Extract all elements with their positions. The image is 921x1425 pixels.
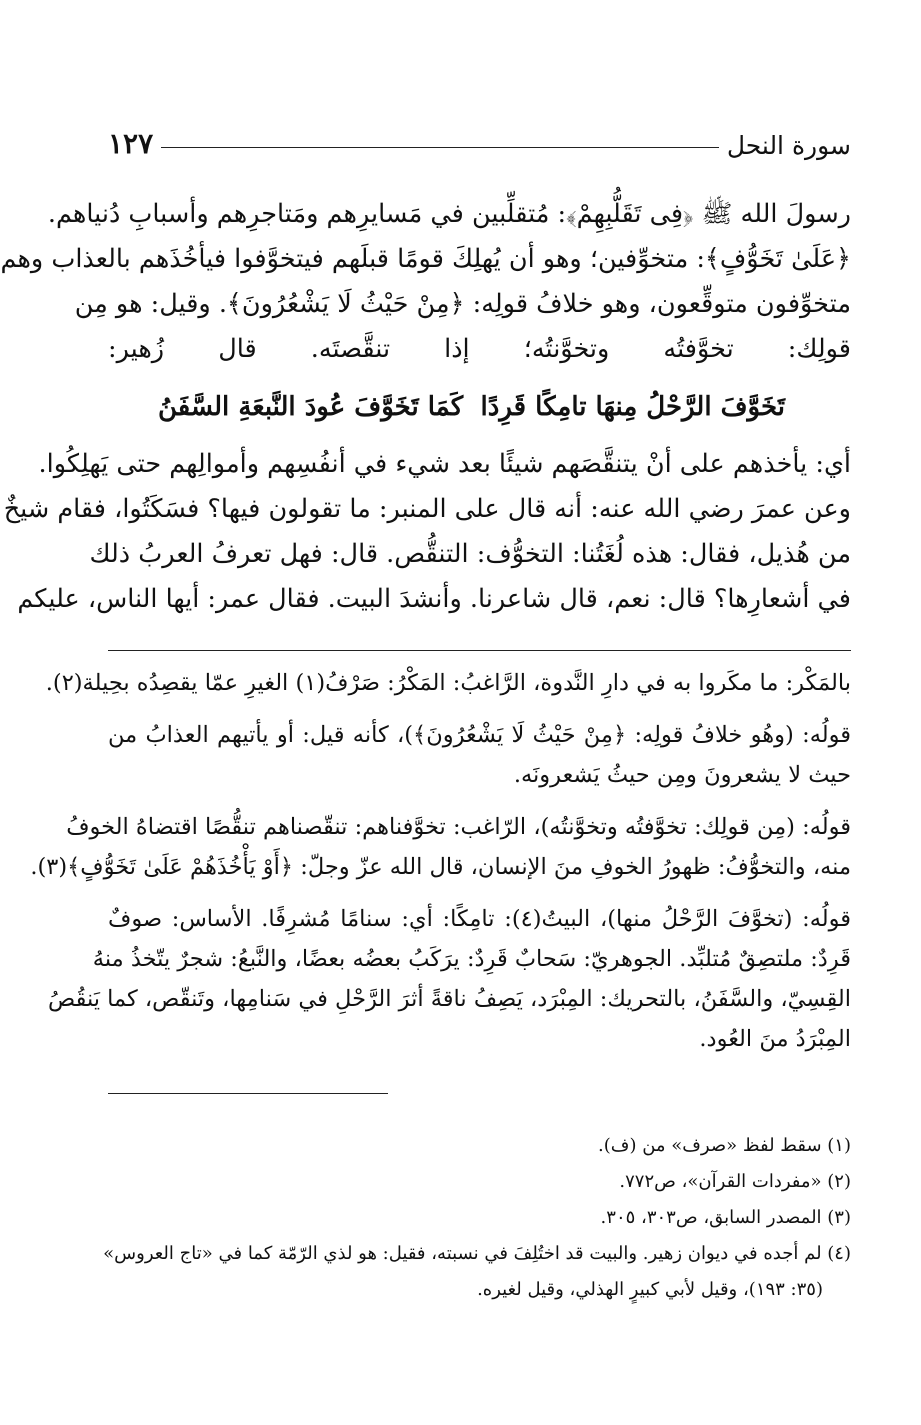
main-text <box>0 192 851 622</box>
footnote-continuation: (٣٥: ١٩٣)، وقيل لأبي كبيرٍ الهذلي، وقيل لغيره. <box>477 1279 823 1300</box>
commentary-paragraph <box>30 807 851 887</box>
verse-right-hemistich: تَخَوَّفَ الرَّحْلُ مِنهَا تامِكًا قَرِدًا <box>480 392 785 422</box>
main-line: أي: يأخذهم على أنْ يتنقَّصَهم شيئًا بعد شيء في أنفُسِهم وأموالِهم حتى يَهلِكُوا. <box>38 449 851 479</box>
verse-left-hemistich: كَمَا تَخَوَّفَ عُودَ النَّبعَةِ السَّفَنُ <box>158 392 464 422</box>
commentary-paragraph <box>45 663 851 703</box>
main-line: وعن عمرَ رضي الله عنه: أنه قال على المنبر: ما تقولون فيها؟ فسَكَتُوا، فقام شيخٌ <box>3 494 851 524</box>
commentary-line: القِسِيّ، والسَّفَنُ، بالتحريك: المِبْرَد، يَصِفُ ناقةً أثرَ الرَّحْلِ في سَنامِها، وتَنقّص، كما يَنقُصُ <box>48 986 851 1012</box>
header-rule <box>161 147 719 148</box>
surah-title: سورة النحل <box>726 131 851 160</box>
footnote: (١) سقط لفظ «صرف» من (ف). <box>598 1135 851 1156</box>
commentary-line: بالمَكْر: ما مكَروا به في دارِ النَّدوة، الرَّاغبُ: المَكْرُ: صَرْفُ(١) الغيرِ عمّا يقصِدُه بحِيلة(٢). <box>45 670 851 696</box>
main-line: في أشعارِها؟ قال: نعم، قال شاعرنا. وأنشدَ البيت. فقال عمر: أيها الناس، عليكم <box>17 584 851 614</box>
footnote: (٤) لم أجده في ديوان زهير. والبيت قد اختُلِفَ في نسبته، فقيل: هو لذي الرّمّة كما في «تاج العروس» <box>103 1243 851 1264</box>
main-line: رسولَ الله ﷺ ﴿فِى تَقَلُّبِهِمْ﴾: مُتقلِّبين في مَسايرِهم ومَتاجرِهم وأسبابِ دُنياهم. <box>47 199 851 229</box>
page-number: ١٢٧ <box>108 127 154 160</box>
footnote: (٣) المصدر السابق، ص٣٠٣، ٣٠٥. <box>600 1207 851 1228</box>
footnote: (٢) «مفردات القرآن»، ص٧٧٢. <box>619 1171 851 1192</box>
commentary-paragraph <box>108 715 851 795</box>
commentary-line: منه، والتخوُّفُ: ظهورُ الخوفِ منَ الإنسان، قال الله عزّ وجلّ: ﴿أَوْ يَأْخُذَهُمْ عَلَىٰ تَخَوُّفٍ﴾(٣). <box>30 854 851 880</box>
footnotes <box>103 1128 851 1308</box>
main-line: ﴿عَلَىٰ تَخَوُّفٍ﴾: متخوِّفين؛ وهو أن يُهلِكَ قومًا قبلَهم فيتخوَّفوا فيأخُذَهم بالعذاب وهم <box>0 244 851 274</box>
commentary-line: قولُه: (تخوَّفَ الرَّحْلُ منها)، البيتُ(٤): تامِكًا: أي: سنامًا مُشرِفًا. الأساس: صوفٌ <box>108 906 852 932</box>
main-line: من هُذيل، فقال: هذه لُغَتُنا: التخوُّف: التنقُّص. قال: فهل تعرفُ العربُ ذلك <box>89 539 851 569</box>
commentary-line: حيث لا يشعرونَ ومِن حيثُ يَشعرونَه. <box>513 762 851 788</box>
footnote-rule <box>108 1093 388 1094</box>
commentary-divider <box>108 650 851 651</box>
main-line: قولِك: تخوَّفتُه وتخوَّنتُه؛ إذا تنقَّصتَه. قال زُهير: <box>108 334 851 364</box>
commentary-line: المِبْرَدُ منَ العُود. <box>699 1026 851 1052</box>
commentary-section <box>30 663 852 1071</box>
page-header <box>108 118 851 162</box>
main-line: متخوِّفون متوقِّعون، وهو خلافُ قولِه: ﴿مِنْ حَيْثُ لَا يَشْعُرُونَ﴾. وقيل: هو مِن <box>74 289 851 319</box>
book-page <box>0 118 852 1368</box>
commentary-line: قولُه: (وهُو خلافُ قولِه: ﴿مِنْ حَيْثُ لَا يَشْعُرُونَ﴾)، كأنه قيل: أو يأتيهم العذابُ من <box>108 722 851 748</box>
commentary-paragraph <box>48 899 852 1059</box>
poetry-verse <box>108 372 851 442</box>
commentary-line: قَرِدٌ: ملتصِقٌ مُتلبِّد. الجوهريّ: سَحابٌ قَرِدٌ: يرَكَبُ بعضُه بعضًا، والنَّبعُ: شجرٌ يتّخذُ منهُ <box>92 946 851 972</box>
commentary-line: قولُه: (مِن قولِك: تخوَّفتُه وتخوَّنتُه)، الرّاغب: تخوَّفناهم: تنقّصناهم تنقُّصًا اقتضاهُ الخوفُ <box>66 814 851 840</box>
